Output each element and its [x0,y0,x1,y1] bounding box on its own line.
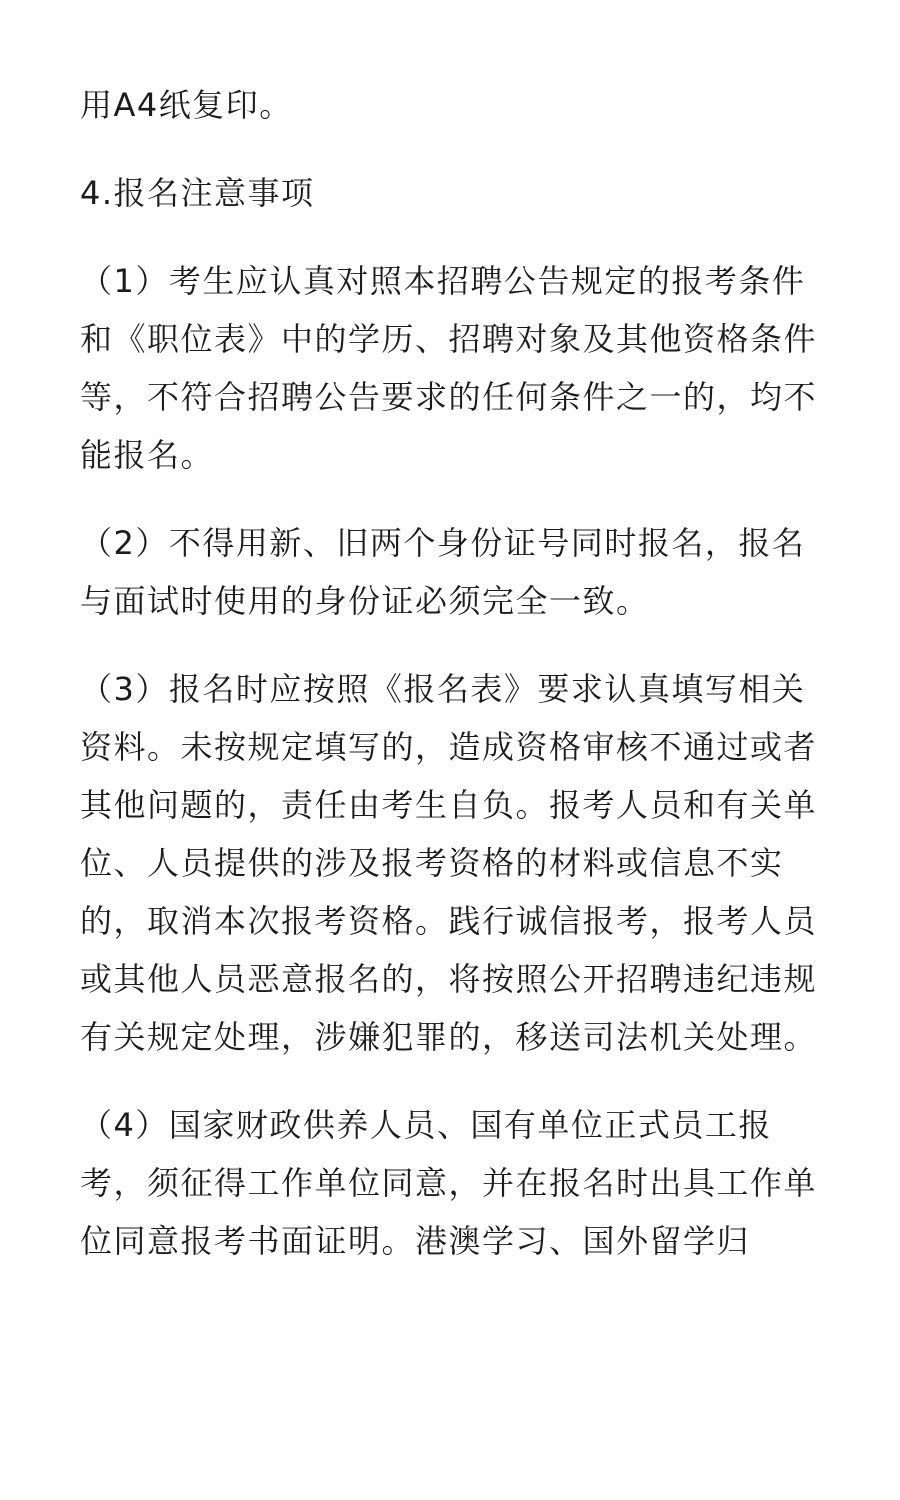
paragraph-continuation: 用A4纸复印。 [80,86,293,124]
paragraph-item-1: （1）考生应认真对照本招聘公告规定的报考条件和《职位表》中的学历、招聘对象及其他资格条件等，不符合招聘公告要求的任何条件之一的，均不能报名。 [80,262,818,474]
paragraph-item-3: （3）报名时应按照《报名表》要求认真填写相关资料。未按规定填写的，造成资格审核不通过或者其他问题的，责任由考生自负。报考人员和有关单位、人员提供的涉及报考资格的材料或信息不实的，取消本次报考资格。践行诚信报考，报考人员或其他人员恶意报名的，将按照公开招聘违纪违规有关规定处理，涉嫌犯罪的，移送司法机关处理。 [80,670,818,1056]
section-heading: 4.报名注意事项 [80,174,315,212]
paragraph-item-4: （4）国家财政供养人员、国有单位正式员工报考，须征得工作单位同意，并在报名时出具工作单位同意报考书面证明。港澳学习、国外留学归 [80,1106,818,1260]
paragraph-item-2: （2）不得用新、旧两个身份证号同时报名，报名与面试时使用的身份证必须完全一致。 [80,524,806,620]
